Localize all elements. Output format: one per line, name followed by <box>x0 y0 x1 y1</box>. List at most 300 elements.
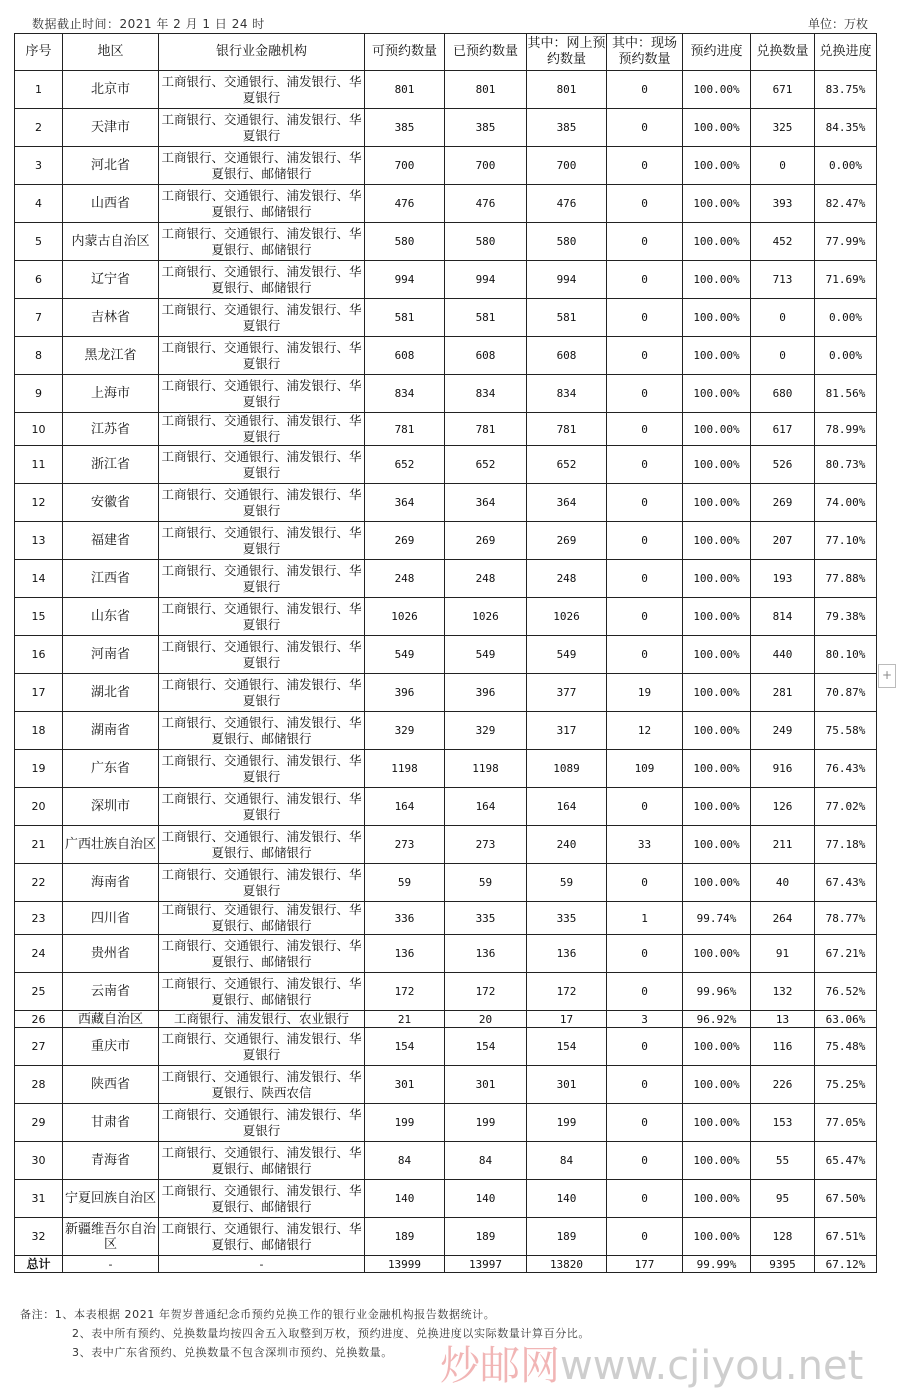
row-exchange-progress: 79.38% <box>815 598 877 636</box>
coin-reservation-table <box>14 33 877 1273</box>
watermark-cn: 炒邮网 <box>440 1343 560 1389</box>
row-region: 天津市 <box>63 109 159 147</box>
row-online: 172 <box>527 973 607 1011</box>
table-row <box>15 826 877 864</box>
row-exchanged: 526 <box>751 446 815 484</box>
row-available: 801 <box>365 71 445 109</box>
row-exchange-progress: 81.56% <box>815 375 877 413</box>
row-reserve-progress: 100.00% <box>683 560 751 598</box>
row-reserve-progress: 100.00% <box>683 1066 751 1104</box>
watermark-domain: www.cjiyou.net <box>560 1343 864 1389</box>
row-available: 172 <box>365 973 445 1011</box>
total-available: 13999 <box>365 1256 445 1273</box>
row-region: 甘肃省 <box>63 1104 159 1142</box>
row-available: 476 <box>365 185 445 223</box>
table-row <box>15 1142 877 1180</box>
expand-plus-icon[interactable]: + <box>878 664 896 688</box>
total-region: - <box>63 1256 159 1273</box>
row-reserved: 301 <box>445 1066 527 1104</box>
row-exchange-progress: 77.02% <box>815 788 877 826</box>
row-index: 2 <box>15 109 63 147</box>
row-exchanged: 211 <box>751 826 815 864</box>
row-onsite: 0 <box>607 522 683 560</box>
row-exchanged: 116 <box>751 1028 815 1066</box>
row-online: 834 <box>527 375 607 413</box>
row-banks: 工商银行、交通银行、浦发银行、华夏银行 <box>159 750 365 788</box>
row-index: 21 <box>15 826 63 864</box>
row-region: 新疆维吾尔自治区 <box>63 1218 159 1256</box>
row-online: 59 <box>527 864 607 902</box>
table-row <box>15 902 877 935</box>
row-banks: 工商银行、交通银行、浦发银行、华夏银行、邮储银行 <box>159 826 365 864</box>
row-online: 140 <box>527 1180 607 1218</box>
row-reserved: 476 <box>445 185 527 223</box>
row-index: 31 <box>15 1180 63 1218</box>
row-onsite: 12 <box>607 712 683 750</box>
row-reserve-progress: 100.00% <box>683 446 751 484</box>
row-reserve-progress: 100.00% <box>683 864 751 902</box>
row-exchanged: 617 <box>751 413 815 446</box>
row-onsite: 0 <box>607 560 683 598</box>
row-reserve-progress: 100.00% <box>683 261 751 299</box>
row-exchange-progress: 83.75% <box>815 71 877 109</box>
row-region: 云南省 <box>63 973 159 1011</box>
row-banks: 工商银行、交通银行、浦发银行、华夏银行 <box>159 484 365 522</box>
row-exchange-progress: 75.25% <box>815 1066 877 1104</box>
row-reserve-progress: 99.74% <box>683 902 751 935</box>
row-online: 549 <box>527 636 607 674</box>
row-reserve-progress: 100.00% <box>683 636 751 674</box>
row-region: 青海省 <box>63 1142 159 1180</box>
row-index: 25 <box>15 973 63 1011</box>
table-row <box>15 712 877 750</box>
row-banks: 工商银行、交通银行、浦发银行、华夏银行、陕西农信 <box>159 1066 365 1104</box>
row-exchanged: 440 <box>751 636 815 674</box>
row-online: 17 <box>527 1011 607 1028</box>
row-online: 164 <box>527 788 607 826</box>
row-onsite: 0 <box>607 299 683 337</box>
row-reserve-progress: 100.00% <box>683 71 751 109</box>
row-online: 269 <box>527 522 607 560</box>
row-onsite: 0 <box>607 1142 683 1180</box>
row-reserve-progress: 100.00% <box>683 826 751 864</box>
row-banks: 工商银行、交通银行、浦发银行、华夏银行 <box>159 636 365 674</box>
row-banks: 工商银行、交通银行、浦发银行、华夏银行、邮储银行 <box>159 712 365 750</box>
col-header-onsite: 其中：现场预约数量 <box>607 34 683 71</box>
row-exchange-progress: 75.58% <box>815 712 877 750</box>
total-banks: - <box>159 1256 365 1273</box>
row-reserved: 84 <box>445 1142 527 1180</box>
row-reserved: 700 <box>445 147 527 185</box>
row-reserved: 396 <box>445 674 527 712</box>
row-region: 福建省 <box>63 522 159 560</box>
row-online: 476 <box>527 185 607 223</box>
table-row <box>15 446 877 484</box>
table-row <box>15 1180 877 1218</box>
row-banks: 工商银行、交通银行、浦发银行、华夏银行 <box>159 522 365 560</box>
row-onsite: 0 <box>607 1066 683 1104</box>
row-exchange-progress: 71.69% <box>815 261 877 299</box>
row-online: 652 <box>527 446 607 484</box>
table-row <box>15 935 877 973</box>
row-online: 199 <box>527 1104 607 1142</box>
row-exchanged: 226 <box>751 1066 815 1104</box>
row-reserved: 335 <box>445 902 527 935</box>
row-exchanged: 0 <box>751 299 815 337</box>
row-exchanged: 452 <box>751 223 815 261</box>
row-reserved: 164 <box>445 788 527 826</box>
row-exchange-progress: 80.73% <box>815 446 877 484</box>
row-exchanged: 269 <box>751 484 815 522</box>
row-region: 辽宁省 <box>63 261 159 299</box>
row-onsite: 0 <box>607 973 683 1011</box>
row-exchange-progress: 76.43% <box>815 750 877 788</box>
row-banks: 工商银行、交通银行、浦发银行、华夏银行、邮储银行 <box>159 147 365 185</box>
row-exchange-progress: 67.21% <box>815 935 877 973</box>
row-reserve-progress: 100.00% <box>683 1104 751 1142</box>
total-online: 13820 <box>527 1256 607 1273</box>
row-reserve-progress: 100.00% <box>683 299 751 337</box>
row-banks: 工商银行、交通银行、浦发银行、华夏银行 <box>159 864 365 902</box>
row-banks: 工商银行、交通银行、浦发银行、华夏银行 <box>159 413 365 446</box>
row-available: 994 <box>365 261 445 299</box>
row-online: 801 <box>527 71 607 109</box>
row-reserve-progress: 100.00% <box>683 1142 751 1180</box>
row-reserved: 329 <box>445 712 527 750</box>
table-row <box>15 788 877 826</box>
row-index: 9 <box>15 375 63 413</box>
row-region: 广西壮族自治区 <box>63 826 159 864</box>
row-exchange-progress: 65.47% <box>815 1142 877 1180</box>
row-reserved: 273 <box>445 826 527 864</box>
row-reserve-progress: 100.00% <box>683 935 751 973</box>
row-onsite: 0 <box>607 864 683 902</box>
row-exchanged: 153 <box>751 1104 815 1142</box>
row-banks: 工商银行、交通银行、浦发银行、华夏银行、邮储银行 <box>159 261 365 299</box>
row-reserve-progress: 100.00% <box>683 750 751 788</box>
row-reserved: 140 <box>445 1180 527 1218</box>
row-banks: 工商银行、交通银行、浦发银行、华夏银行 <box>159 560 365 598</box>
row-region: 深圳市 <box>63 788 159 826</box>
row-exchanged: 0 <box>751 147 815 185</box>
row-reserve-progress: 100.00% <box>683 788 751 826</box>
footnote-2: 2、表中所有预约、兑换数量均按四舍五入取整到万枚，预约进度、兑换进度以实际数量计算百分比。 <box>72 1327 590 1340</box>
row-exchanged: 680 <box>751 375 815 413</box>
row-exchange-progress: 67.43% <box>815 864 877 902</box>
row-banks: 工商银行、交通银行、浦发银行、华夏银行、邮储银行 <box>159 973 365 1011</box>
row-region: 广东省 <box>63 750 159 788</box>
row-reserve-progress: 100.00% <box>683 147 751 185</box>
row-exchange-progress: 77.10% <box>815 522 877 560</box>
watermark <box>440 1336 900 1396</box>
row-index: 17 <box>15 674 63 712</box>
row-banks: 工商银行、浦发银行、农业银行 <box>159 1011 365 1028</box>
row-index: 7 <box>15 299 63 337</box>
row-exchange-progress: 63.06% <box>815 1011 877 1028</box>
col-header-banks: 银行业金融机构 <box>159 34 365 71</box>
table-row <box>15 560 877 598</box>
row-banks: 工商银行、交通银行、浦发银行、华夏银行 <box>159 71 365 109</box>
row-reserve-progress: 100.00% <box>683 337 751 375</box>
row-online: 580 <box>527 223 607 261</box>
row-exchanged: 916 <box>751 750 815 788</box>
row-region: 湖南省 <box>63 712 159 750</box>
row-region: 贵州省 <box>63 935 159 973</box>
row-onsite: 0 <box>607 1218 683 1256</box>
row-reserved: 248 <box>445 560 527 598</box>
row-exchanged: 193 <box>751 560 815 598</box>
row-onsite: 1 <box>607 902 683 935</box>
col-header-reserved: 已预约数量 <box>445 34 527 71</box>
row-exchanged: 95 <box>751 1180 815 1218</box>
row-exchanged: 40 <box>751 864 815 902</box>
row-region: 河北省 <box>63 147 159 185</box>
row-available: 248 <box>365 560 445 598</box>
row-reserved: 580 <box>445 223 527 261</box>
row-index: 19 <box>15 750 63 788</box>
row-region: 山西省 <box>63 185 159 223</box>
row-available: 1026 <box>365 598 445 636</box>
row-reserved: 834 <box>445 375 527 413</box>
table-row <box>15 375 877 413</box>
col-header-exchange-progress: 兑换进度 <box>815 34 877 71</box>
row-available: 364 <box>365 484 445 522</box>
row-exchanged: 325 <box>751 109 815 147</box>
row-banks: 工商银行、交通银行、浦发银行、华夏银行、邮储银行 <box>159 185 365 223</box>
row-available: 269 <box>365 522 445 560</box>
table-row <box>15 261 877 299</box>
row-exchanged: 132 <box>751 973 815 1011</box>
row-reserved: 189 <box>445 1218 527 1256</box>
row-banks: 工商银行、交通银行、浦发银行、华夏银行、邮储银行 <box>159 902 365 935</box>
row-onsite: 0 <box>607 484 683 522</box>
row-available: 329 <box>365 712 445 750</box>
table-row <box>15 1104 877 1142</box>
row-reserved: 364 <box>445 484 527 522</box>
row-index: 4 <box>15 185 63 223</box>
row-banks: 工商银行、交通银行、浦发银行、华夏银行 <box>159 1028 365 1066</box>
row-onsite: 0 <box>607 223 683 261</box>
row-online: 136 <box>527 935 607 973</box>
row-available: 140 <box>365 1180 445 1218</box>
row-reserve-progress: 100.00% <box>683 1028 751 1066</box>
row-reserved: 199 <box>445 1104 527 1142</box>
row-region: 湖北省 <box>63 674 159 712</box>
row-banks: 工商银行、交通银行、浦发银行、华夏银行 <box>159 674 365 712</box>
row-onsite: 0 <box>607 337 683 375</box>
row-onsite: 33 <box>607 826 683 864</box>
row-region: 内蒙古自治区 <box>63 223 159 261</box>
row-reserved: 59 <box>445 864 527 902</box>
table-row <box>15 299 877 337</box>
row-reserve-progress: 100.00% <box>683 185 751 223</box>
table-row <box>15 413 877 446</box>
row-region: 浙江省 <box>63 446 159 484</box>
row-index: 14 <box>15 560 63 598</box>
row-available: 84 <box>365 1142 445 1180</box>
row-reserve-progress: 100.00% <box>683 522 751 560</box>
row-exchange-progress: 77.05% <box>815 1104 877 1142</box>
table-body <box>15 71 877 1256</box>
total-label: 总计 <box>15 1256 63 1273</box>
row-banks: 工商银行、交通银行、浦发银行、华夏银行、邮储银行 <box>159 935 365 973</box>
row-index: 13 <box>15 522 63 560</box>
row-exchanged: 126 <box>751 788 815 826</box>
row-exchange-progress: 67.50% <box>815 1180 877 1218</box>
row-available: 273 <box>365 826 445 864</box>
row-available: 301 <box>365 1066 445 1104</box>
row-banks: 工商银行、交通银行、浦发银行、华夏银行、邮储银行 <box>159 1142 365 1180</box>
data-cutoff-time: 数据截止时间：2021 年 2 月 1 日 24 时 <box>32 17 265 31</box>
row-exchange-progress: 75.48% <box>815 1028 877 1066</box>
row-region: 上海市 <box>63 375 159 413</box>
row-index: 5 <box>15 223 63 261</box>
row-index: 23 <box>15 902 63 935</box>
row-exchanged: 207 <box>751 522 815 560</box>
row-onsite: 0 <box>607 788 683 826</box>
row-exchange-progress: 77.18% <box>815 826 877 864</box>
row-onsite: 0 <box>607 71 683 109</box>
row-region: 江西省 <box>63 560 159 598</box>
row-index: 12 <box>15 484 63 522</box>
row-exchanged: 671 <box>751 71 815 109</box>
col-header-online: 其中：网上预约数量 <box>527 34 607 71</box>
row-onsite: 0 <box>607 109 683 147</box>
row-exchanged: 713 <box>751 261 815 299</box>
row-exchange-progress: 78.77% <box>815 902 877 935</box>
row-onsite: 0 <box>607 598 683 636</box>
row-index: 20 <box>15 788 63 826</box>
row-index: 3 <box>15 147 63 185</box>
row-region: 黑龙江省 <box>63 337 159 375</box>
row-index: 24 <box>15 935 63 973</box>
table-row <box>15 185 877 223</box>
row-reserved: 136 <box>445 935 527 973</box>
row-onsite: 0 <box>607 375 683 413</box>
row-reserve-progress: 100.00% <box>683 223 751 261</box>
row-exchange-progress: 74.00% <box>815 484 877 522</box>
row-available: 385 <box>365 109 445 147</box>
row-reserve-progress: 100.00% <box>683 1218 751 1256</box>
row-available: 136 <box>365 935 445 973</box>
row-available: 781 <box>365 413 445 446</box>
row-index: 18 <box>15 712 63 750</box>
row-available: 199 <box>365 1104 445 1142</box>
row-reserved: 581 <box>445 299 527 337</box>
table-row <box>15 147 877 185</box>
row-region: 宁夏回族自治区 <box>63 1180 159 1218</box>
table-row <box>15 1066 877 1104</box>
row-onsite: 0 <box>607 147 683 185</box>
row-banks: 工商银行、交通银行、浦发银行、华夏银行 <box>159 299 365 337</box>
row-exchange-progress: 82.47% <box>815 185 877 223</box>
row-available: 608 <box>365 337 445 375</box>
row-banks: 工商银行、交通银行、浦发银行、华夏银行 <box>159 1104 365 1142</box>
row-reserve-progress: 100.00% <box>683 484 751 522</box>
row-online: 301 <box>527 1066 607 1104</box>
row-banks: 工商银行、交通银行、浦发银行、华夏银行 <box>159 337 365 375</box>
row-region: 江苏省 <box>63 413 159 446</box>
row-reserved: 801 <box>445 71 527 109</box>
row-available: 580 <box>365 223 445 261</box>
row-banks: 工商银行、交通银行、浦发银行、华夏银行 <box>159 788 365 826</box>
row-online: 248 <box>527 560 607 598</box>
row-available: 396 <box>365 674 445 712</box>
footnote-3: 3、表中广东省预约、兑换数量不包含深圳市预约、兑换数量。 <box>72 1346 393 1359</box>
row-index: 16 <box>15 636 63 674</box>
row-onsite: 0 <box>607 261 683 299</box>
row-onsite: 0 <box>607 1028 683 1066</box>
row-onsite: 0 <box>607 413 683 446</box>
row-exchanged: 91 <box>751 935 815 973</box>
table-row <box>15 1218 877 1256</box>
row-banks: 工商银行、交通银行、浦发银行、华夏银行、邮储银行 <box>159 223 365 261</box>
row-online: 189 <box>527 1218 607 1256</box>
row-exchanged: 13 <box>751 1011 815 1028</box>
row-reserved: 154 <box>445 1028 527 1066</box>
row-onsite: 0 <box>607 1180 683 1218</box>
row-reserved: 608 <box>445 337 527 375</box>
table-row <box>15 484 877 522</box>
row-exchanged: 55 <box>751 1142 815 1180</box>
row-reserved: 172 <box>445 973 527 1011</box>
table-row <box>15 71 877 109</box>
row-index: 15 <box>15 598 63 636</box>
row-available: 164 <box>365 788 445 826</box>
row-online: 377 <box>527 674 607 712</box>
row-available: 834 <box>365 375 445 413</box>
row-online: 335 <box>527 902 607 935</box>
row-exchanged: 393 <box>751 185 815 223</box>
row-online: 240 <box>527 826 607 864</box>
row-online: 1089 <box>527 750 607 788</box>
table-row <box>15 223 877 261</box>
row-region: 西藏自治区 <box>63 1011 159 1028</box>
row-banks: 工商银行、交通银行、浦发银行、华夏银行 <box>159 598 365 636</box>
row-index: 30 <box>15 1142 63 1180</box>
row-online: 84 <box>527 1142 607 1180</box>
row-region: 陕西省 <box>63 1066 159 1104</box>
table-row <box>15 636 877 674</box>
row-online: 700 <box>527 147 607 185</box>
row-reserved: 1198 <box>445 750 527 788</box>
total-onsite: 177 <box>607 1256 683 1273</box>
row-available: 581 <box>365 299 445 337</box>
row-exchange-progress: 76.52% <box>815 973 877 1011</box>
table-row <box>15 1011 877 1028</box>
row-region: 河南省 <box>63 636 159 674</box>
row-reserved: 385 <box>445 109 527 147</box>
total-row <box>15 1256 877 1273</box>
row-available: 652 <box>365 446 445 484</box>
row-onsite: 0 <box>607 1104 683 1142</box>
table-row <box>15 522 877 560</box>
row-region: 山东省 <box>63 598 159 636</box>
report-header <box>0 12 908 32</box>
row-banks: 工商银行、交通银行、浦发银行、华夏银行、邮储银行 <box>159 1180 365 1218</box>
row-onsite: 3 <box>607 1011 683 1028</box>
row-index: 22 <box>15 864 63 902</box>
row-index: 29 <box>15 1104 63 1142</box>
row-reserved: 652 <box>445 446 527 484</box>
row-index: 10 <box>15 413 63 446</box>
row-online: 581 <box>527 299 607 337</box>
row-online: 154 <box>527 1028 607 1066</box>
row-exchanged: 814 <box>751 598 815 636</box>
row-exchange-progress: 0.00% <box>815 147 877 185</box>
row-banks: 工商银行、交通银行、浦发银行、华夏银行 <box>159 446 365 484</box>
row-onsite: 0 <box>607 636 683 674</box>
